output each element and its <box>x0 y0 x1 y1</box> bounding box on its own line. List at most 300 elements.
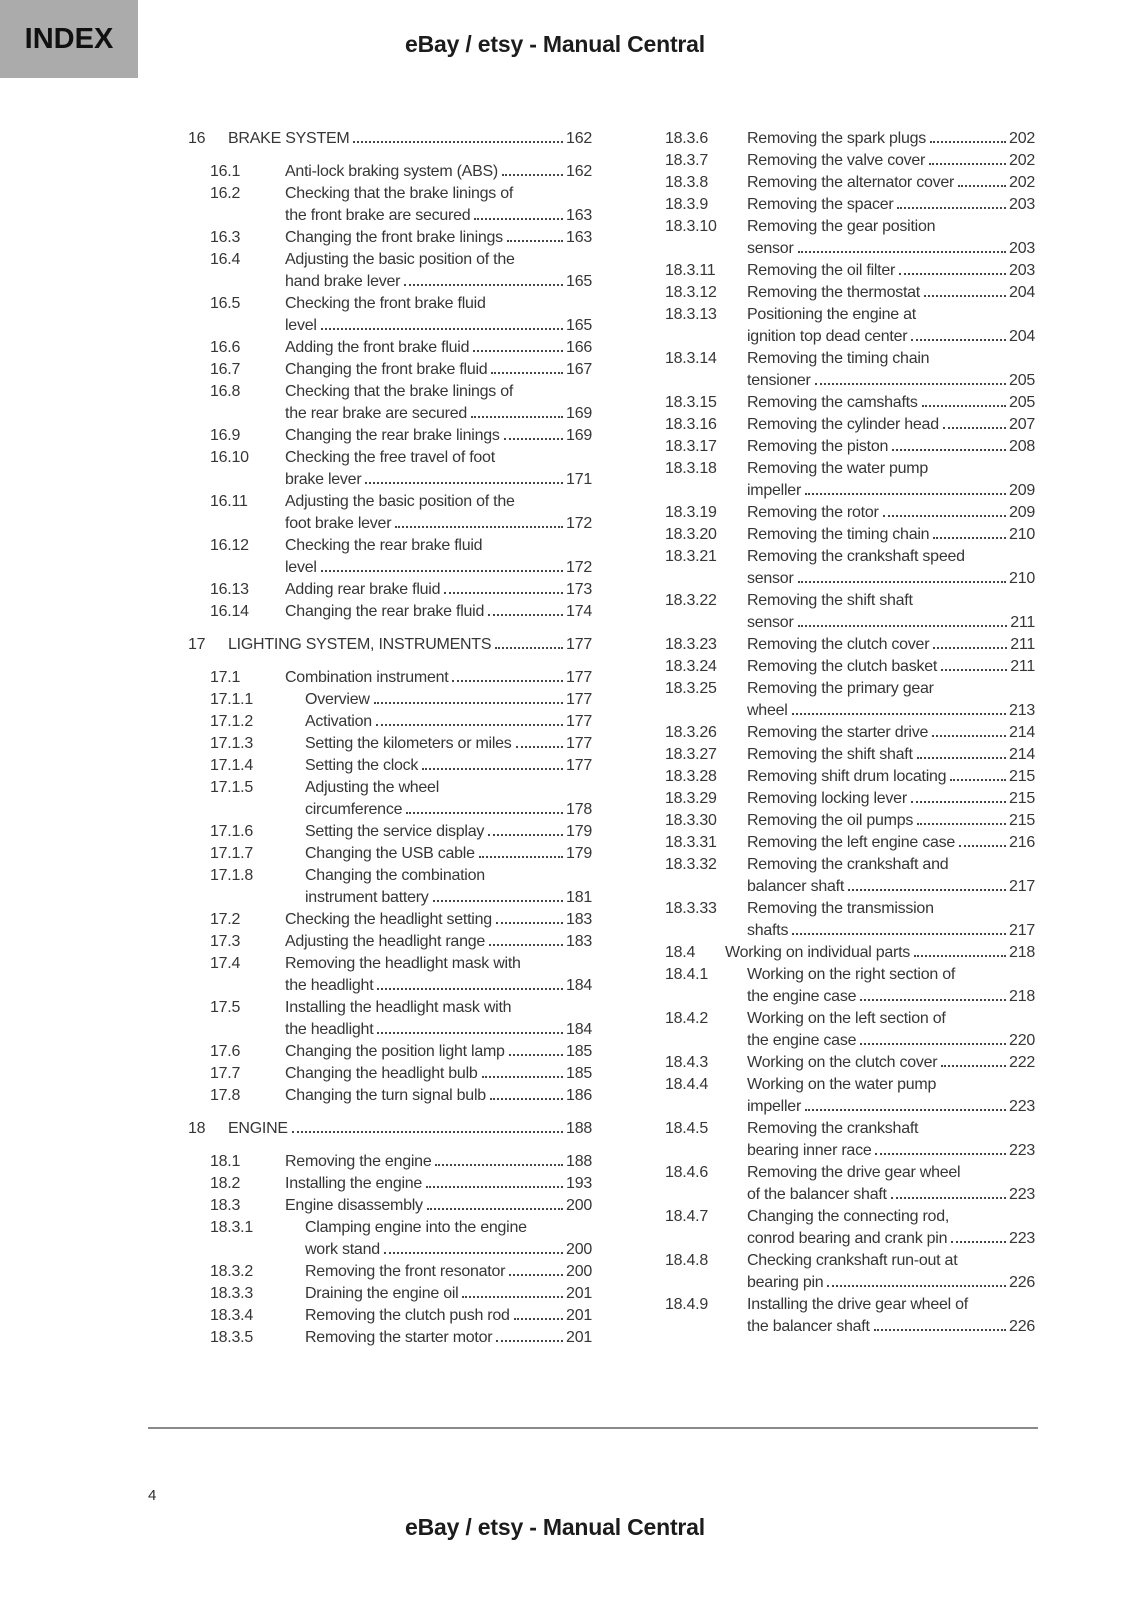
toc-entry-page: 205 <box>1009 372 1035 389</box>
toc-entry-body <box>747 766 1035 788</box>
dot-leader <box>491 368 563 374</box>
toc-entry-number: 18.3.25 <box>665 680 717 697</box>
toc-entry-page: 183 <box>566 933 592 950</box>
toc-entry <box>665 1162 1035 1206</box>
dot-leader <box>427 1204 563 1210</box>
toc-entry-title-line: Removing the crankshaft speed <box>747 548 965 565</box>
dot-leader <box>917 819 1006 825</box>
toc-entry-last-line <box>285 931 592 953</box>
dot-leader <box>509 1270 563 1276</box>
toc-entry-body <box>747 964 1035 1008</box>
toc-entry-last-line <box>285 315 592 337</box>
toc-entry <box>210 447 592 491</box>
toc-entry-page: 210 <box>1009 570 1035 587</box>
toc-entry-number: 16.9 <box>210 427 241 444</box>
dot-leader <box>929 159 1006 165</box>
toc-entry-body <box>747 348 1035 392</box>
dot-leader <box>805 489 1006 495</box>
toc-entry-body <box>747 744 1035 766</box>
toc-entry-last-line <box>285 667 592 689</box>
toc-entry-page: 210 <box>1009 526 1035 543</box>
toc-entry-page: 218 <box>1009 988 1035 1005</box>
toc-entry-last-line <box>305 1283 592 1305</box>
toc-entry <box>210 689 592 711</box>
dot-leader <box>471 412 563 418</box>
toc-entry-number: 18.3 <box>210 1197 241 1214</box>
toc-entry-last-line <box>285 909 592 931</box>
toc-entry-title: sensor <box>747 614 794 631</box>
toc-entry <box>210 997 592 1041</box>
toc-entry-last-line <box>285 227 592 249</box>
dot-leader <box>922 401 1006 407</box>
toc-entry-body <box>725 942 1035 964</box>
toc-entry <box>188 1118 592 1140</box>
toc-entry-page: 177 <box>566 636 592 653</box>
dot-leader <box>444 588 563 594</box>
toc-entry-title: Changing the front brake linings <box>285 229 503 246</box>
toc-entry-number: 18.4.3 <box>665 1054 708 1071</box>
toc-entry-title-line: Changing the connecting rod, <box>747 1208 950 1225</box>
toc-entry-number: 17.1.1 <box>210 691 253 708</box>
toc-entry-number: 18.3.19 <box>665 504 717 521</box>
toc-entry-page: 203 <box>1009 262 1035 279</box>
toc-entry-last-line <box>747 656 1035 678</box>
toc-entry-last-line <box>285 469 592 491</box>
toc-entry <box>665 1250 1035 1294</box>
toc-entry-title: Combination instrument <box>285 669 449 686</box>
toc-entry-body <box>305 1327 592 1349</box>
toc-entry-title: Changing the position light lamp <box>285 1043 505 1060</box>
toc-entry-last-line <box>305 799 592 821</box>
toc-entry-page: 193 <box>566 1175 592 1192</box>
toc-entry-body <box>285 293 592 337</box>
toc-entry-body <box>305 1261 592 1283</box>
dot-leader <box>321 566 563 572</box>
toc-entry-body <box>747 1008 1035 1052</box>
toc-entry-title-line: Installing the drive gear wheel of <box>747 1296 968 1313</box>
toc-entry-title: Removing the left engine case <box>747 834 955 851</box>
dot-leader <box>798 247 1007 253</box>
toc-entry-body <box>285 601 592 623</box>
toc-entry-body <box>747 392 1035 414</box>
toc-entry-title-line: Checking that the brake linings of <box>285 383 514 400</box>
dot-leader <box>911 335 1006 341</box>
toc-entry-number: 16.10 <box>210 449 249 466</box>
dot-leader <box>495 643 563 649</box>
toc-entry-page: 172 <box>566 515 592 532</box>
toc-entry <box>210 755 592 777</box>
toc-entry-last-line <box>747 150 1035 172</box>
toc-entry-page: 211 <box>1010 636 1035 653</box>
toc-entry-body <box>305 733 592 755</box>
toc-entry-body <box>747 128 1035 150</box>
dot-leader <box>376 720 563 726</box>
toc-entry <box>665 854 1035 898</box>
toc-entry-body <box>285 161 592 183</box>
dot-leader <box>502 170 563 176</box>
toc-entry-last-line <box>285 1019 592 1041</box>
toc-entry-number: 18.3.6 <box>665 130 708 147</box>
toc-entry-last-line <box>747 172 1035 194</box>
toc-entry <box>210 1085 592 1107</box>
toc-entry-last-line <box>285 403 592 425</box>
toc-entry-number: 18.3.33 <box>665 900 717 917</box>
toc-entry-body <box>285 249 592 293</box>
footer-title: eBay / etsy - Manual Central <box>405 1514 705 1540</box>
toc-entry-body <box>747 1206 1035 1250</box>
toc-entry-body <box>285 1041 592 1063</box>
toc-entry-number: 18.3.9 <box>665 196 708 213</box>
toc-entry-last-line <box>747 524 1035 546</box>
toc-entry <box>665 546 1035 590</box>
toc-entry-page: 202 <box>1009 152 1035 169</box>
toc-entry <box>665 502 1035 524</box>
toc-entry-title: Overview <box>305 691 370 708</box>
toc-entry-number: 17.6 <box>210 1043 241 1060</box>
toc-entry-title: the front brake are secured <box>285 207 471 224</box>
toc-entry-number: 18.3.8 <box>665 174 708 191</box>
toc-entry-number: 16.3 <box>210 229 241 246</box>
toc-entry-page: 207 <box>1009 416 1035 433</box>
toc-entry-title: Removing the rotor <box>747 504 879 521</box>
toc-entry-page: 209 <box>1009 504 1035 521</box>
toc-entry-last-line <box>747 634 1035 656</box>
toc-entry-title: Removing the starter motor <box>305 1329 493 1346</box>
toc-entry <box>665 194 1035 216</box>
toc-entry-last-line <box>747 788 1035 810</box>
toc-entry-number: 16.7 <box>210 361 241 378</box>
toc-entry <box>210 733 592 755</box>
dot-leader <box>514 1314 563 1320</box>
toc-entry-page: 211 <box>1010 658 1035 675</box>
toc-entry-title: Changing the front brake fluid <box>285 361 488 378</box>
toc-entry-last-line <box>305 711 592 733</box>
toc-entry-page: 218 <box>1009 944 1035 961</box>
toc-entry <box>665 1074 1035 1118</box>
toc-entry-number: 17.1.8 <box>210 867 253 884</box>
toc-entry-title-line: Checking crankshaft run-out at <box>747 1252 958 1269</box>
toc-entry-number: 18.2 <box>210 1175 241 1192</box>
toc-entry <box>665 458 1035 502</box>
toc-entry-title-line: Removing the gear position <box>747 218 936 235</box>
toc-entry-last-line <box>285 579 592 601</box>
toc-entry <box>210 491 592 535</box>
toc-entry-last-line <box>285 337 592 359</box>
toc-entry-number: 18.4.7 <box>665 1208 708 1225</box>
dot-leader <box>452 676 563 682</box>
toc-entry <box>210 601 592 623</box>
toc-entry <box>210 161 592 183</box>
toc-entry-title: the rear brake are secured <box>285 405 468 422</box>
toc-entry-number: 18.3.15 <box>665 394 717 411</box>
toc-entry-last-line <box>747 260 1035 282</box>
toc-entry-body <box>285 1173 592 1195</box>
dot-leader <box>950 775 1006 781</box>
toc-entry-page: 208 <box>1009 438 1035 455</box>
toc-entry-number: 17.7 <box>210 1065 241 1082</box>
toc-column-right <box>653 128 1035 1338</box>
toc-entry-title: Adding the front brake fluid <box>285 339 470 356</box>
toc-entry <box>665 1206 1035 1250</box>
toc-entry-title: Removing the engine <box>285 1153 432 1170</box>
toc-entry-title: Removing the spark plugs <box>747 130 926 147</box>
toc-entry-number: 18.1 <box>210 1153 241 1170</box>
toc-entry <box>665 788 1035 810</box>
toc-entry-body <box>747 194 1035 216</box>
toc-entry-title: Changing the rear brake fluid <box>285 603 485 620</box>
toc-entry-page: 162 <box>566 163 592 180</box>
toc-entry-title: impeller <box>747 1098 802 1115</box>
toc-entry-title-line: Adjusting the basic position of the <box>285 251 515 268</box>
toc-entry-title-line: Adjusting the wheel <box>305 779 440 796</box>
toc-entry-body <box>305 865 592 909</box>
toc-entry-title: level <box>285 559 317 576</box>
toc-entry-last-line <box>747 326 1035 348</box>
toc-entry-number: 18.4.2 <box>665 1010 708 1027</box>
toc-entry-title-line: Removing the crankshaft <box>747 1120 919 1137</box>
toc-entry-number: 18.3.31 <box>665 834 717 851</box>
toc-entry-title: ignition top dead center <box>747 328 908 345</box>
toc-entry-page: 201 <box>566 1285 592 1302</box>
toc-entry <box>210 249 592 293</box>
toc-entry <box>210 535 592 579</box>
toc-entry-title: Removing locking lever <box>747 790 907 807</box>
dot-leader <box>860 1039 1006 1045</box>
toc-entry <box>665 634 1035 656</box>
toc-entry-number: 16.13 <box>210 581 249 598</box>
toc-entry-last-line <box>747 1184 1035 1206</box>
toc-entry-title: Removing the shift shaft <box>747 746 913 763</box>
toc-entry-number: 16.12 <box>210 537 249 554</box>
toc-entry-title: wheel <box>747 702 788 719</box>
toc-entry-body <box>305 821 592 843</box>
toc-entry-body <box>747 1118 1035 1162</box>
toc-entry-body <box>305 777 592 821</box>
toc-entry-last-line <box>747 502 1035 524</box>
toc-entry <box>210 1063 592 1085</box>
toc-entry-page: 215 <box>1009 790 1035 807</box>
toc-entry-title-line: Working on the right section of <box>747 966 956 983</box>
toc-entry <box>665 524 1035 546</box>
toc-entry-last-line <box>228 128 592 150</box>
toc-entry-body <box>305 689 592 711</box>
dot-leader <box>917 753 1006 759</box>
toc-entry-page: 172 <box>566 559 592 576</box>
toc-entry-page: 202 <box>1009 174 1035 191</box>
toc-entry-body <box>285 953 592 997</box>
toc-entry-page: 205 <box>1009 394 1035 411</box>
dot-leader <box>433 896 563 902</box>
toc-entry-title-line: Working on the left section of <box>747 1010 946 1027</box>
toc-entry-number: 18.3.22 <box>665 592 717 609</box>
toc-entry-body <box>305 711 592 733</box>
toc-entry-last-line <box>747 480 1035 502</box>
toc-entry-last-line <box>228 634 592 656</box>
toc-entry-page: 185 <box>566 1065 592 1082</box>
dot-leader <box>941 665 1007 671</box>
toc-entry-number: 18.3.14 <box>665 350 717 367</box>
toc-entry-page: 223 <box>1009 1142 1035 1159</box>
toc-entry-title: brake lever <box>285 471 362 488</box>
toc-entry-title-line: Installing the headlight mask with <box>285 999 512 1016</box>
toc-entry-title: of the balancer shaft <box>747 1186 887 1203</box>
toc-entry-body <box>747 590 1035 634</box>
toc-entry <box>665 414 1035 436</box>
toc-entry-last-line <box>305 1261 592 1283</box>
dot-leader <box>507 236 563 242</box>
toc-entry-body <box>747 678 1035 722</box>
toc-entry-number: 18.4 <box>665 944 696 961</box>
toc-entry <box>210 843 592 865</box>
toc-entry <box>188 128 592 150</box>
toc-entry-body <box>285 447 592 491</box>
toc-entry-number: 18.3.16 <box>665 416 717 433</box>
toc-entry-last-line <box>305 733 592 755</box>
toc-entry-page: 184 <box>566 977 592 994</box>
toc-entry-number: 18.4.1 <box>665 966 708 983</box>
toc-entry-page: 204 <box>1009 284 1035 301</box>
toc-entry-title: the headlight <box>285 1021 374 1038</box>
toc-entry-last-line <box>305 1327 592 1349</box>
toc-entry-number: 18.3.20 <box>665 526 717 543</box>
toc-entry-number: 18.3.30 <box>665 812 717 829</box>
toc-entry-title: Adjusting the headlight range <box>285 933 486 950</box>
toc-entry-page: 201 <box>566 1329 592 1346</box>
toc-entry-page: 223 <box>1009 1230 1035 1247</box>
toc-entry-body <box>228 634 592 656</box>
toc-entry-last-line <box>747 832 1035 854</box>
toc-entry <box>210 337 592 359</box>
toc-entry-title: the engine case <box>747 988 857 1005</box>
toc-entry-number: 17.1 <box>210 669 241 686</box>
toc-entry-body <box>305 843 592 865</box>
dot-leader <box>924 291 1006 297</box>
toc-entry <box>665 150 1035 172</box>
toc-entry-number: 18.4.4 <box>665 1076 708 1093</box>
dot-leader <box>860 995 1006 1001</box>
dot-leader <box>292 1127 563 1133</box>
toc-entry-title-line: Adjusting the basic position of the <box>285 493 515 510</box>
toc-entry-title: Engine disassembly <box>285 1197 423 1214</box>
toc-entry-title: Removing the timing chain <box>747 526 930 543</box>
toc-entry-number: 18.3.28 <box>665 768 717 785</box>
toc-entry-title: circumference <box>305 801 403 818</box>
dot-leader <box>798 577 1007 583</box>
toc-entry-last-line <box>285 205 592 227</box>
toc-entry <box>210 931 592 953</box>
toc-entry-number: 18.3.18 <box>665 460 717 477</box>
toc-entry-body <box>747 1250 1035 1294</box>
toc-entry-last-line <box>747 986 1035 1008</box>
header-title: eBay / etsy - Manual Central <box>405 31 705 57</box>
toc-entry-last-line <box>285 975 592 997</box>
toc-entry-page: 179 <box>566 823 592 840</box>
toc-entry-page: 179 <box>566 845 592 862</box>
toc-entry-last-line <box>747 1052 1035 1074</box>
toc-entry-number: 17.1.3 <box>210 735 253 752</box>
toc-entry <box>210 909 592 931</box>
toc-entry-title-line: Changing the combination <box>305 867 485 884</box>
toc-entry-page: 200 <box>566 1197 592 1214</box>
toc-entry-page: 188 <box>566 1153 592 1170</box>
toc-entry <box>210 425 592 447</box>
dot-leader <box>496 918 563 924</box>
toc-entry-body <box>747 502 1035 524</box>
dot-leader <box>911 797 1006 803</box>
toc-entry-title: impeller <box>747 482 802 499</box>
toc-entry-title: the balancer shaft <box>747 1318 870 1335</box>
dot-leader <box>958 181 1006 187</box>
toc-entry-title: Removing the thermostat <box>747 284 920 301</box>
toc-entry-last-line <box>747 1030 1035 1052</box>
toc-entry-title: Removing the camshafts <box>747 394 918 411</box>
toc-entry-last-line <box>305 1239 592 1261</box>
toc-entry-title: Removing the spacer <box>747 196 894 213</box>
toc-entry-title: Removing the piston <box>747 438 889 455</box>
toc-entry-title: work stand <box>305 1241 380 1258</box>
toc-entry <box>210 1283 592 1305</box>
toc-entry-body <box>747 810 1035 832</box>
toc-entry-page: 165 <box>566 273 592 290</box>
toc-entry <box>210 183 592 227</box>
toc-entry-page: 204 <box>1009 328 1035 345</box>
toc-entry-title: level <box>285 317 317 334</box>
toc-entry-title: Removing the starter drive <box>747 724 929 741</box>
toc-entry-body <box>747 898 1035 942</box>
toc-entry-number: 18.3.27 <box>665 746 717 763</box>
toc-entry-page: 177 <box>566 691 592 708</box>
toc-entry-title: LIGHTING SYSTEM, INSTRUMENTS <box>228 636 492 653</box>
toc-entry-title: hand brake lever <box>285 273 401 290</box>
dot-leader <box>426 1182 563 1188</box>
toc-entry-title-line: Checking the front brake fluid <box>285 295 486 312</box>
toc-entry <box>665 722 1035 744</box>
toc-entry-number: 17.1.6 <box>210 823 253 840</box>
toc-entry-body <box>747 524 1035 546</box>
toc-entry-body <box>747 150 1035 172</box>
toc-entry-number: 18.3.24 <box>665 658 717 675</box>
toc-entry-title-line: Clamping engine into the engine <box>305 1219 527 1236</box>
toc-entry-last-line <box>747 128 1035 150</box>
toc-entry-title-line: Removing the primary gear <box>747 680 934 697</box>
toc-entry-number: 18.3.29 <box>665 790 717 807</box>
toc-entry-page: 214 <box>1009 746 1035 763</box>
toc-entry-last-line <box>747 744 1035 766</box>
toc-entry-last-line <box>747 370 1035 392</box>
toc-entry-page: 203 <box>1009 240 1035 257</box>
toc-entry-number: 18.3.12 <box>665 284 717 301</box>
toc-entry-title: Removing the oil filter <box>747 262 896 279</box>
dot-leader <box>930 137 1006 143</box>
toc-entry-body <box>747 260 1035 282</box>
toc-entry-page: 163 <box>566 207 592 224</box>
toc-entry-last-line <box>305 755 592 777</box>
toc-entry-body <box>747 458 1035 502</box>
toc-entry-title: Activation <box>305 713 372 730</box>
toc-entry-body <box>285 579 592 601</box>
toc-entry <box>665 766 1035 788</box>
toc-entry <box>210 1327 592 1349</box>
toc-entry-last-line <box>747 414 1035 436</box>
dot-leader <box>474 214 563 220</box>
toc-entry-body <box>285 997 592 1041</box>
toc-entry-title: conrod bearing and crank pin <box>747 1230 948 1247</box>
dot-leader <box>377 1028 563 1034</box>
toc-entry-body <box>305 1217 592 1261</box>
toc-entry-body <box>747 1052 1035 1074</box>
toc-entry-body <box>747 1162 1035 1206</box>
toc-entry-body <box>747 1294 1035 1338</box>
